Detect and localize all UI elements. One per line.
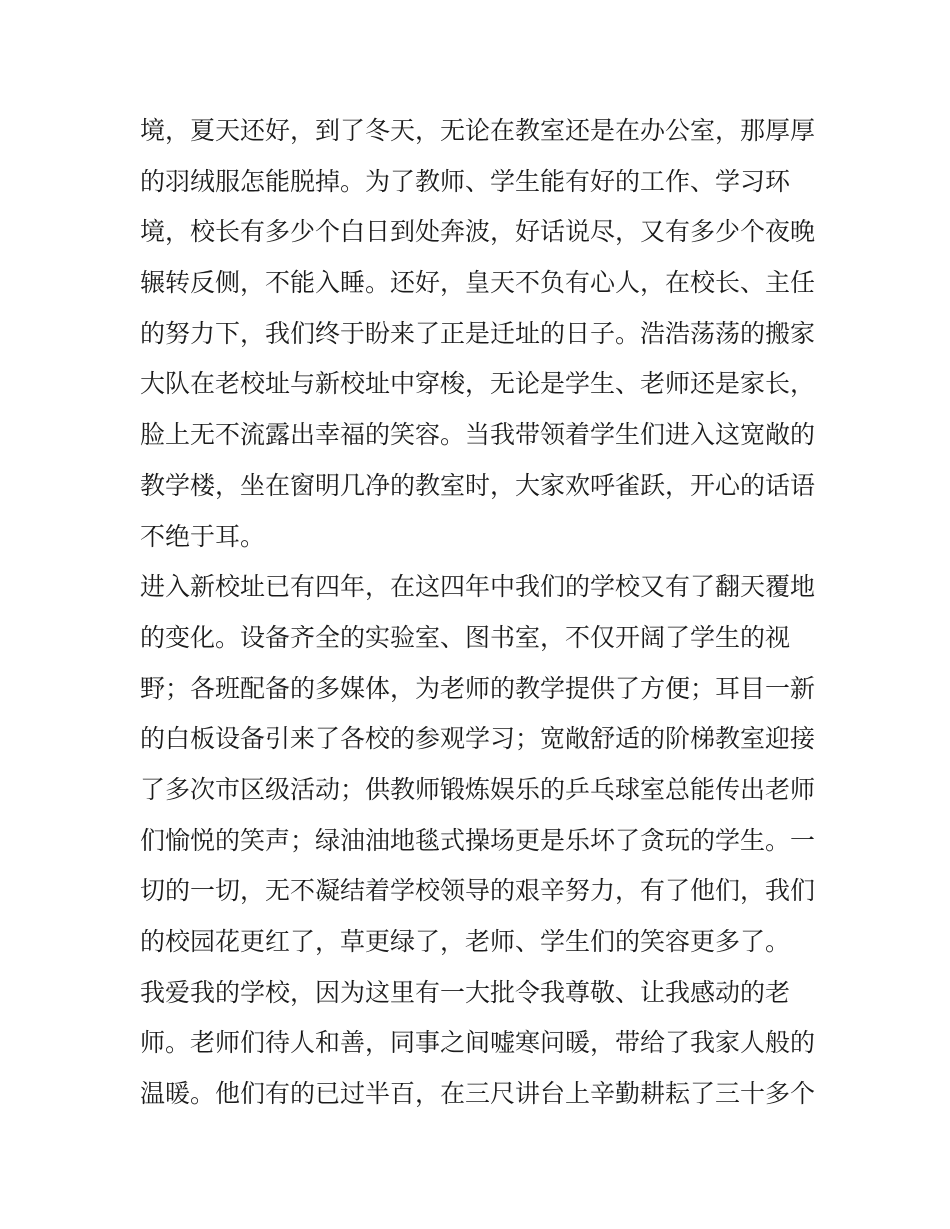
text-line: 境，夏天还好，到了冬天，无论在教室还是在办公室，那厚厚 xyxy=(140,116,816,145)
text-line: 野；各班配备的多媒体，为老师的教学提供了方便；耳目一新 xyxy=(140,673,816,703)
text-line: 脸上无不流露出幸福的笑容。当我带领着学生们进入这宽敞的 xyxy=(140,420,816,450)
text-line: 教学楼，坐在窗明几净的教室时，大家欢呼雀跃，开心的话语 xyxy=(140,470,816,500)
text-line: 进入新校址已有四年，在这四年中我们的学校又有了翻天覆地 xyxy=(140,572,816,602)
text-line: 辗转反侧，不能入睡。还好，皇天不负有心人，在校长、主任 xyxy=(140,268,816,298)
text-line: 的白板设备引来了各校的参观学习；宽敞舒适的阶梯教室迎接 xyxy=(140,724,816,754)
text-line: 境，校长有多少个白日到处奔波，好话说尽，又有多少个夜晚 xyxy=(140,217,816,247)
text-line: 温暖。他们有的已过半百，在三尺讲台上辛勤耕耘了三十多个 xyxy=(140,1079,816,1109)
text-line: 切的一切，无不凝结着学校领导的艰辛努力，有了他们，我们 xyxy=(140,876,816,906)
text-line: 师。老师们待人和善，同事之间嘘寒问暖，带给了我家人般的 xyxy=(140,1028,816,1058)
text-line: 的变化。设备齐全的实验室、图书室，不仅开阔了学生的视 xyxy=(140,622,791,652)
text-line: 们愉悦的笑声；绿油油地毯式操场更是乐坏了贪玩的学生。一 xyxy=(140,825,816,855)
text-line: 我爱我的学校，因为这里有一大批令我尊敬、让我感动的老 xyxy=(140,977,791,1007)
text-line: 大队在老校址与新校址中穿梭，无论是学生、老师还是家长， xyxy=(140,369,816,399)
text-line: 了多次市区级活动；供教师锻炼娱乐的乒乓球室总能传出老师 xyxy=(140,774,816,804)
text-line: 的校园花更红了，草更绿了，老师、学生们的笑容更多了。 xyxy=(140,927,791,956)
text-line: 的努力下，我们终于盼来了正是迁址的日子。浩浩荡荡的搬家 xyxy=(140,318,816,348)
body-text xyxy=(140,106,820,1120)
text-line: 不绝于耳。 xyxy=(140,521,266,551)
text-line: 的羽绒服怎能脱掉。为了教师、学生能有好的工作、学习环 xyxy=(140,166,791,196)
